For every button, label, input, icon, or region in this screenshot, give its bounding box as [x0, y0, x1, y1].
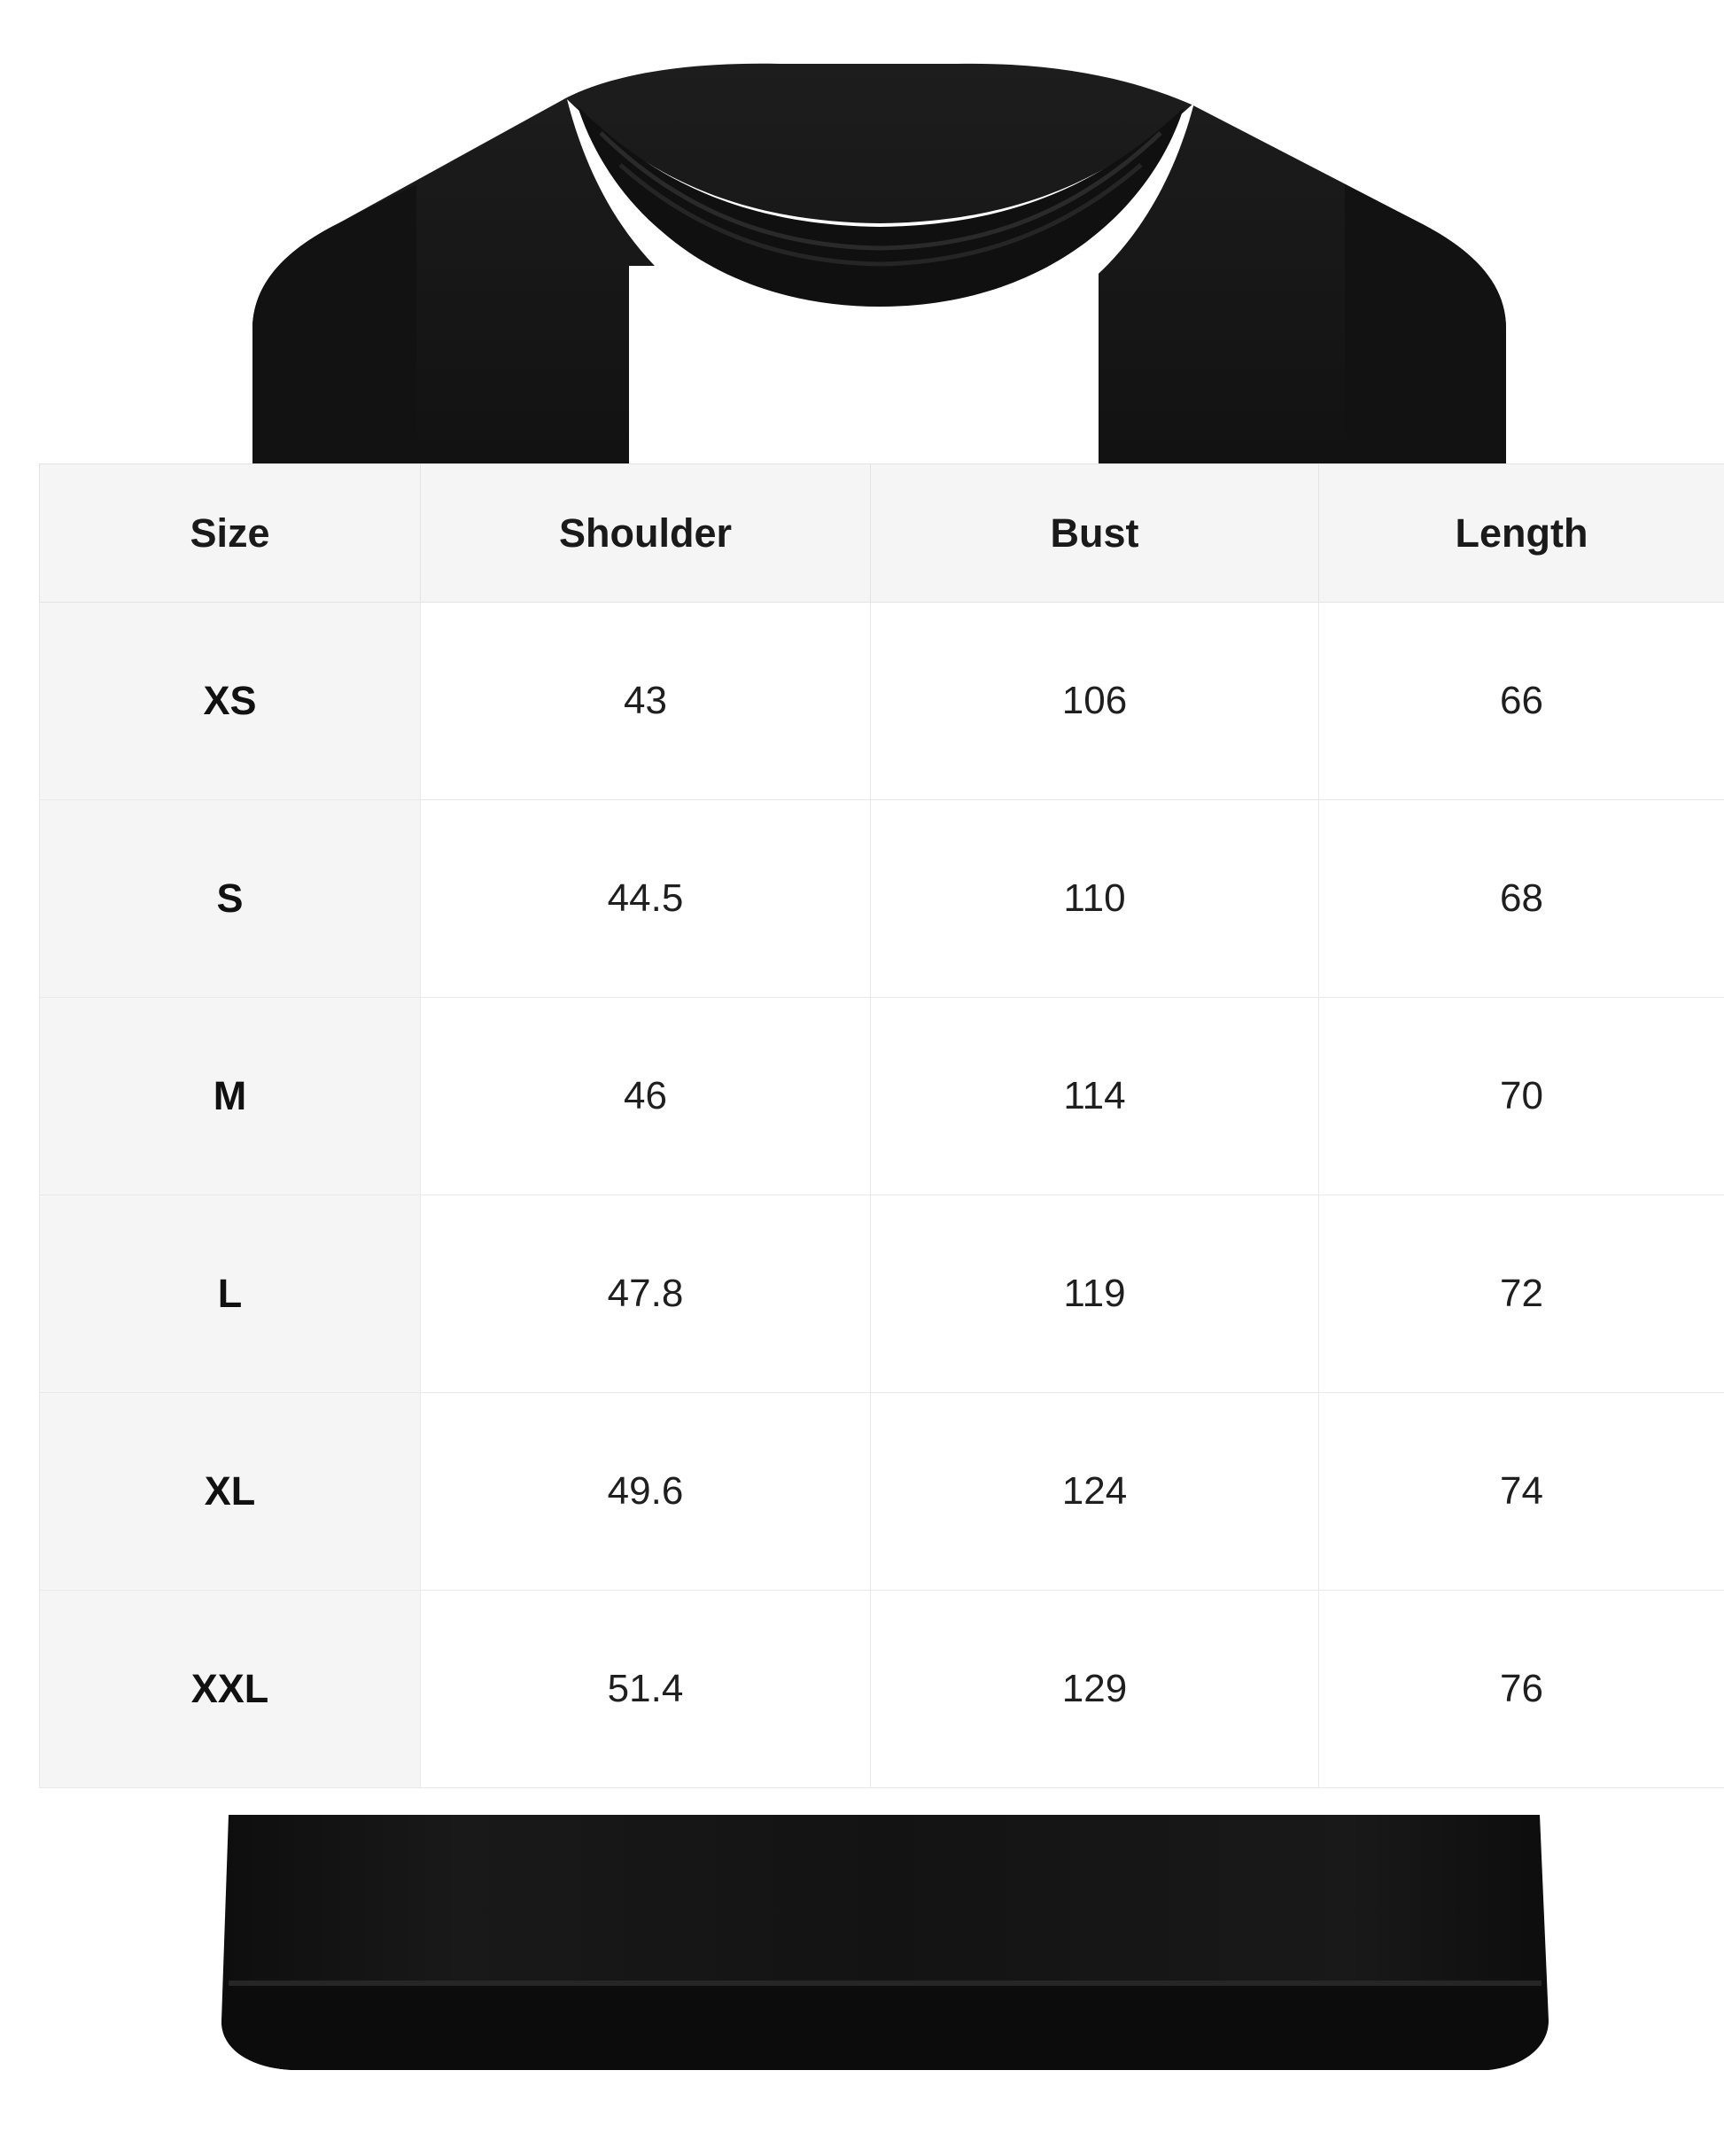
size-chart: [39, 463, 1724, 1788]
cell-shoulder: 46: [421, 998, 871, 1195]
column-header-bust: Bust: [871, 464, 1319, 603]
cell-length: 70: [1319, 998, 1724, 1195]
cell-size: S: [40, 800, 421, 998]
table-body: [40, 603, 1724, 1788]
column-header-size: Size: [40, 464, 421, 603]
column-header-shoulder: Shoulder: [421, 464, 871, 603]
size-chart-table: [39, 463, 1724, 1788]
cell-length: 68: [1319, 800, 1724, 998]
table-row: [40, 800, 1724, 998]
cell-bust: 119: [871, 1195, 1319, 1393]
table-row: [40, 1591, 1724, 1788]
cell-size: XXL: [40, 1591, 421, 1788]
column-header-length: Length: [1319, 464, 1724, 603]
cell-bust: 106: [871, 603, 1319, 800]
cell-shoulder: 47.8: [421, 1195, 871, 1393]
table-header: [40, 464, 1724, 603]
garment-top-section: [252, 64, 1506, 496]
cell-shoulder: 49.6: [421, 1393, 871, 1591]
table-row: [40, 998, 1724, 1195]
cell-bust: 110: [871, 800, 1319, 998]
cell-size: XS: [40, 603, 421, 800]
table-row: [40, 1195, 1724, 1393]
cell-shoulder: 44.5: [421, 800, 871, 998]
table-row: [40, 603, 1724, 800]
cell-shoulder: 43: [421, 603, 871, 800]
cell-bust: 114: [871, 998, 1319, 1195]
cell-length: 72: [1319, 1195, 1724, 1393]
cell-size: M: [40, 998, 421, 1195]
cell-shoulder: 51.4: [421, 1591, 871, 1788]
cell-length: 74: [1319, 1393, 1724, 1591]
table-header-row: [40, 464, 1724, 603]
cell-length: 76: [1319, 1591, 1724, 1788]
garment-bottom-section: [221, 1815, 1549, 2070]
table-row: [40, 1393, 1724, 1591]
cell-length: 66: [1319, 603, 1724, 800]
cell-size: XL: [40, 1393, 421, 1591]
cell-size: L: [40, 1195, 421, 1393]
cell-bust: 124: [871, 1393, 1319, 1591]
cell-bust: 129: [871, 1591, 1319, 1788]
